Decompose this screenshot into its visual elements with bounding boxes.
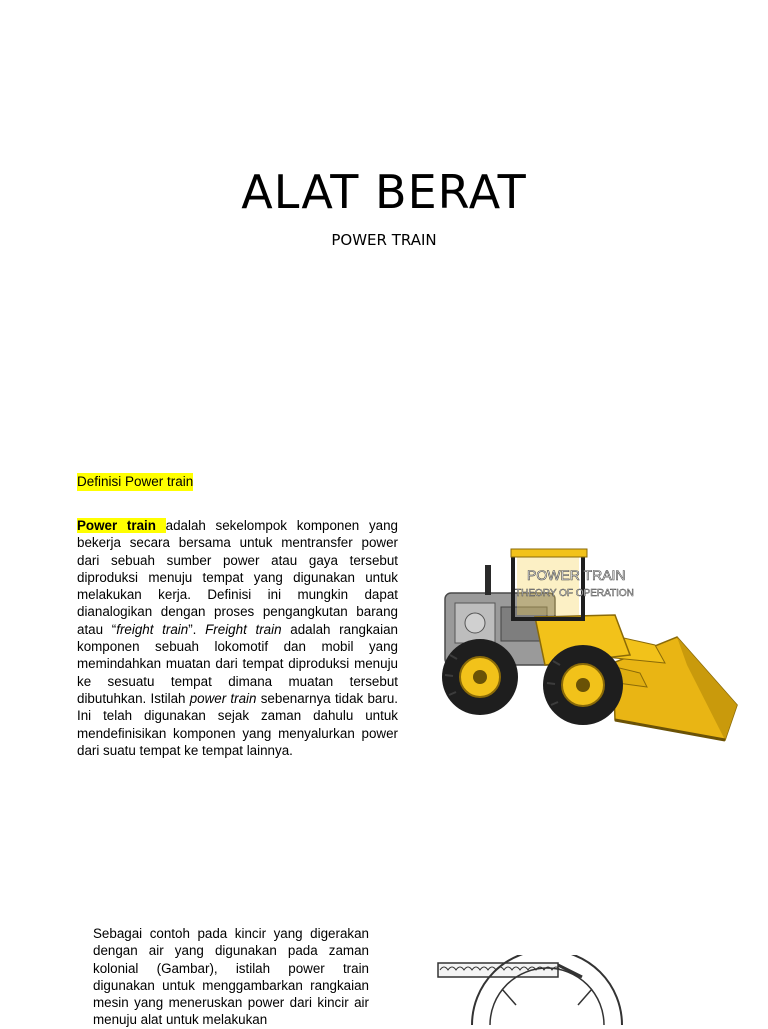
water-wheel-image [432, 955, 702, 1025]
highlighted-term: Power train [77, 518, 166, 533]
paragraph-text: adalah sekelompok komponen yang bekerja secara bersama untuk mentransfer power dari sebuah sumber power atau gaya tersebut diproduksi menuju tempat yang digunakan untuk melakukan kerja. Definisi ini mungkin dapat dianalogikan dengan proses pengangkutan barang atau “ [77, 518, 398, 637]
italic-term: Freight train [205, 621, 282, 637]
paragraph-text: adalah rangkaian komponen sebuah lokomotif dan mobil yang memindahkan muatan dari tempat diproduksi menuju ke sesuatu tempat dimana muatan tersebut dibutuhkan. Istilah [77, 621, 398, 706]
example-paragraph: Sebagai contoh pada kincir yang digerakan dengan air yang digunakan pada zaman kolonial (Gambar), istilah power train digunakan untuk menggambarkan rangkaian mesin yang meneruskan power dari kincir air menuju alat untuk melakukan [93, 926, 369, 1028]
section-heading: Definisi Power train [77, 474, 194, 489]
italic-term: power train [189, 690, 257, 706]
document-title: ALAT BERAT [241, 165, 527, 219]
definition-paragraph [77, 517, 398, 759]
image-caption-title: POWER TRAIN [527, 567, 626, 583]
wheel-loader-image [425, 545, 745, 750]
paragraph-text: sebenarnya tidak baru. Ini telah digunakan sejak zaman dahulu untuk mendefinisikan komponen yang menyalurkan power dari suatu tempat ke tempat lainnya. [77, 690, 398, 758]
document-subtitle: POWER TRAIN [331, 231, 437, 249]
paragraph-text: ”. [188, 621, 206, 637]
image-caption-subtitle: THEORY OF OPERATION [515, 588, 634, 599]
italic-term: freight train [116, 621, 189, 637]
